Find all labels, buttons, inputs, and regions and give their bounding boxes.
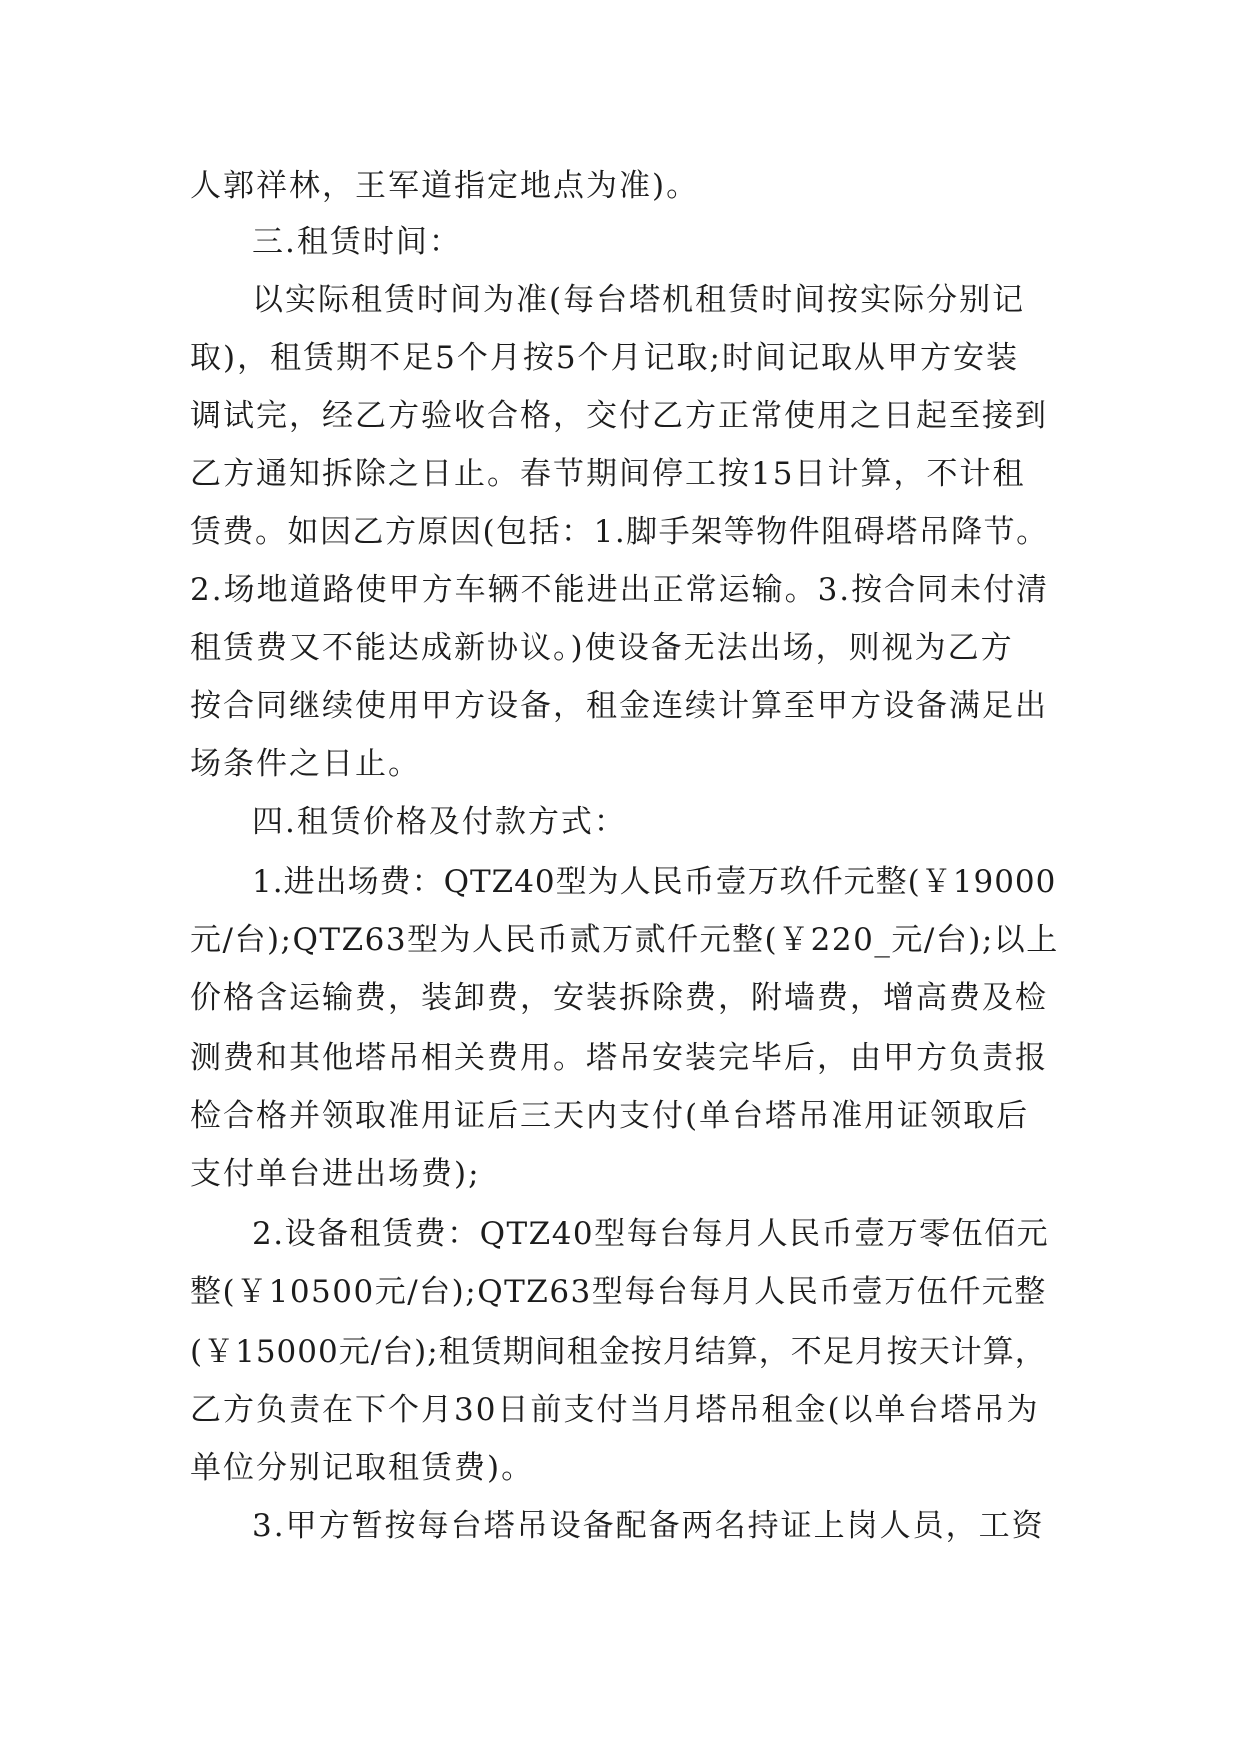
text-line: 调试完，经乙方验收合格，交付乙方正常使用之日起至接到 bbox=[190, 398, 1048, 434]
text-line: 测费和其他塔吊相关费用。塔吊安装完毕后，由甲方负责报 bbox=[190, 1040, 1048, 1076]
text-line: 价格含运输费，装卸费，安装拆除费，附墙费，增高费及检 bbox=[190, 980, 1048, 1016]
text-line: (￥15000元/台);租赁期间租金按月结算，不足月按天计算， bbox=[190, 1334, 1047, 1370]
text-line: 乙方通知拆除之日止。春节期间停工按15日计算，不计租 bbox=[190, 456, 1026, 492]
text-line: 2.场地道路使甲方车辆不能进出正常运输。3.按合同未付清 bbox=[190, 572, 1050, 608]
text-line: 检合格并领取准用证后三天内支付(单台塔吊准用证领取后 bbox=[190, 1098, 1030, 1134]
text-line: 按合同继续使用甲方设备，租金连续计算至甲方设备满足出 bbox=[190, 688, 1048, 724]
text-line: 租赁费又不能达成新协议。)使设备无法出场，则视为乙方 bbox=[190, 630, 1014, 666]
text-line: 1.进出场费：QTZ40型为人民币壹万玖仟元整(￥19000 bbox=[252, 864, 1057, 900]
text-line: 整(￥10500元/台);QTZ63型每台每月人民币壹万伍仟元整 bbox=[190, 1274, 1047, 1310]
section-heading-lease-time: 三.租赁时间： bbox=[252, 224, 462, 260]
text-line: 元/台);QTZ63型为人民币贰万贰仟元整(￥220_元/台);以上 bbox=[190, 922, 1059, 958]
text-line: 取)，租赁期不足5个月按5个月记取;时间记取从甲方安装 bbox=[190, 340, 1019, 376]
text-line: 人郭祥林，王军道指定地点为准)。 bbox=[190, 168, 700, 204]
text-line: 3.甲方暂按每台塔吊设备配备两名持证上岗人员，工资 bbox=[252, 1508, 1045, 1544]
text-line: 单位分别记取租赁费)。 bbox=[190, 1450, 535, 1486]
section-heading-price-payment: 四.租赁价格及付款方式： bbox=[252, 804, 627, 840]
text-line: 以实际租赁时间为准(每台塔机租赁时间按实际分别记 bbox=[252, 282, 1026, 318]
text-line: 支付单台进出场费); bbox=[190, 1156, 481, 1192]
text-line: 场条件之日止。 bbox=[190, 746, 421, 782]
text-line: 2.设备租赁费：QTZ40型每台每月人民币壹万零伍佰元 bbox=[252, 1216, 1050, 1252]
text-line: 乙方负责在下个月30日前支付当月塔吊租金(以单台塔吊为 bbox=[190, 1392, 1040, 1428]
text-line: 赁费。如因乙方原因(包括：1.脚手架等物件阻碍塔吊降节。 bbox=[190, 514, 1049, 550]
